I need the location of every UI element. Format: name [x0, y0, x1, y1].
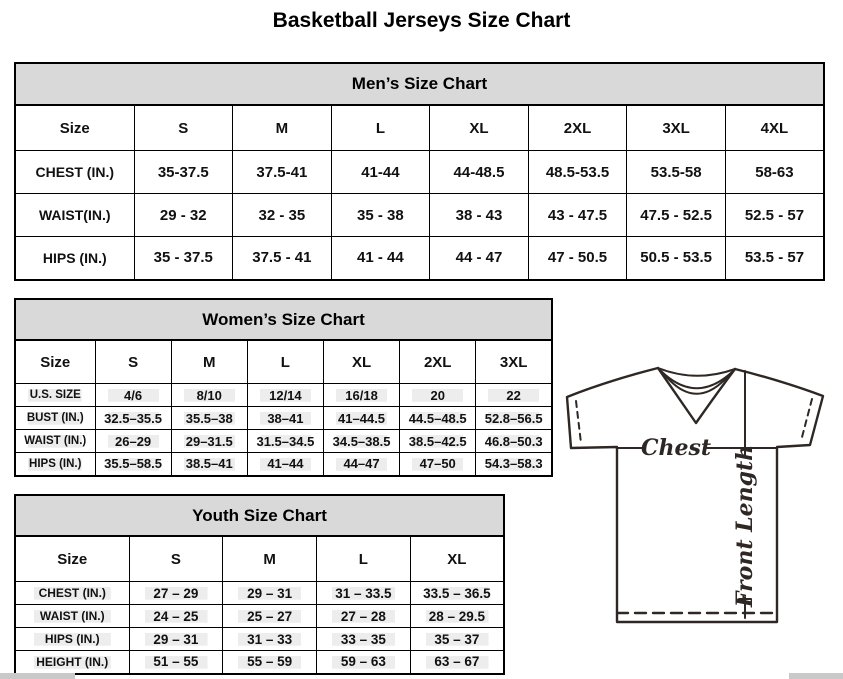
value-cell: 35.5–58.5 — [95, 453, 171, 476]
jersey-collar-opening — [658, 368, 735, 376]
mens-size-chart-table — [14, 62, 825, 281]
row-label: CHEST (IN.) — [15, 151, 134, 194]
column-header-m: M — [171, 340, 247, 384]
column-header-xl: XL — [410, 536, 504, 582]
jersey-outline — [567, 368, 823, 622]
value-cell: 12/14 — [247, 384, 323, 407]
value-cell: 35-37.5 — [134, 151, 233, 194]
row-label: HEIGHT (IN.) — [15, 651, 129, 674]
value-cell: 52.8–56.5 — [476, 407, 552, 430]
mens-chart-title: Men’s Size Chart — [15, 63, 824, 105]
value-cell: 25 – 27 — [223, 605, 317, 628]
column-header-l: L — [247, 340, 323, 384]
row-label: BUST (IN.) — [15, 407, 95, 430]
table-row-womens-bust — [15, 407, 552, 430]
value-cell: 52.5 - 57 — [725, 194, 824, 237]
table-row-youth-waist — [15, 605, 504, 628]
table-row-youth-height — [15, 651, 504, 674]
value-cell: 28 – 29.5 — [410, 605, 504, 628]
youth-chart-title-row — [15, 495, 504, 536]
column-header-s: S — [129, 536, 223, 582]
value-cell: 41–44.5 — [323, 407, 399, 430]
value-cell: 63 – 67 — [410, 651, 504, 674]
value-cell: 31 – 33 — [223, 628, 317, 651]
column-header-size: Size — [15, 340, 95, 384]
value-cell: 32.5–35.5 — [95, 407, 171, 430]
value-cell: 55 – 59 — [223, 651, 317, 674]
value-cell: 31 – 33.5 — [317, 582, 411, 605]
value-cell: 27 – 29 — [129, 582, 223, 605]
row-label: HIPS (IN.) — [15, 237, 134, 280]
table-row-womens-hips — [15, 453, 552, 476]
row-label: WAIST (IN.) — [15, 430, 95, 453]
column-header-l: L — [317, 536, 411, 582]
value-cell: 38.5–41 — [171, 453, 247, 476]
column-header-s: S — [95, 340, 171, 384]
value-cell: 58-63 — [725, 151, 824, 194]
value-cell: 26–29 — [95, 430, 171, 453]
row-label: HIPS (IN.) — [15, 628, 129, 651]
womens-chart-title-row — [15, 299, 552, 340]
column-header-size: Size — [15, 105, 134, 151]
scrollbar-thumb-left[interactable] — [0, 673, 75, 679]
chest-label: Chest — [640, 435, 712, 461]
value-cell: 29 – 31 — [129, 628, 223, 651]
womens-size-chart-table — [14, 298, 553, 477]
table-row-youth-hips — [15, 628, 504, 651]
value-cell: 47–50 — [400, 453, 476, 476]
column-header-s: S — [134, 105, 233, 151]
row-label: WAIST (IN.) — [15, 605, 129, 628]
youth-chart-title: Youth Size Chart — [15, 495, 504, 536]
value-cell: 32 - 35 — [233, 194, 332, 237]
youth-column-header-row — [15, 536, 504, 582]
table-row-womens-waist — [15, 430, 552, 453]
value-cell: 51 – 55 — [129, 651, 223, 674]
right-cuff-stitch-line — [801, 399, 812, 441]
row-label: U.S. SIZE — [15, 384, 95, 407]
value-cell: 50.5 - 53.5 — [627, 237, 726, 280]
table-row-mens-waist — [15, 194, 824, 237]
value-cell: 46.8–50.3 — [476, 430, 552, 453]
value-cell: 48.5-53.5 — [528, 151, 627, 194]
column-header-xl: XL — [323, 340, 399, 384]
value-cell: 38–41 — [247, 407, 323, 430]
column-header-m: M — [223, 536, 317, 582]
column-header-4xl: 4XL — [725, 105, 824, 151]
value-cell: 44-48.5 — [430, 151, 529, 194]
value-cell: 8/10 — [171, 384, 247, 407]
table-row-youth-chest — [15, 582, 504, 605]
scrollbar-thumb-right[interactable] — [789, 673, 843, 679]
column-header-m: M — [233, 105, 332, 151]
value-cell: 33 – 35 — [317, 628, 411, 651]
value-cell: 41 - 44 — [331, 237, 430, 280]
value-cell: 29–31.5 — [171, 430, 247, 453]
table-row-mens-hips — [15, 237, 824, 280]
table-row-womens-us-size — [15, 384, 552, 407]
value-cell: 47.5 - 52.5 — [627, 194, 726, 237]
value-cell: 35 - 37.5 — [134, 237, 233, 280]
left-cuff-stitch-line — [576, 401, 581, 443]
value-cell: 59 – 63 — [317, 651, 411, 674]
value-cell: 29 – 31 — [223, 582, 317, 605]
value-cell: 53.5-58 — [627, 151, 726, 194]
value-cell: 4/6 — [95, 384, 171, 407]
page-title: Basketball Jerseys Size Chart — [272, 9, 571, 32]
column-header-2xl: 2XL — [400, 340, 476, 384]
value-cell: 38 - 43 — [430, 194, 529, 237]
value-cell: 22 — [476, 384, 552, 407]
womens-chart-title: Women’s Size Chart — [15, 299, 552, 340]
front-length-label: Front Length — [732, 444, 758, 608]
value-cell: 35 - 38 — [331, 194, 430, 237]
value-cell: 34.5–38.5 — [323, 430, 399, 453]
jersey-measurement-diagram — [555, 355, 843, 677]
value-cell: 37.5 - 41 — [233, 237, 332, 280]
value-cell: 54.3–58.3 — [476, 453, 552, 476]
mens-column-header-row — [15, 105, 824, 151]
column-header-2xl: 2XL — [528, 105, 627, 151]
column-header-size: Size — [15, 536, 129, 582]
value-cell: 43 - 47.5 — [528, 194, 627, 237]
row-label: WAIST(IN.) — [15, 194, 134, 237]
row-label: HIPS (IN.) — [15, 453, 95, 476]
column-header-l: L — [331, 105, 430, 151]
value-cell: 41–44 — [247, 453, 323, 476]
value-cell: 35 – 37 — [410, 628, 504, 651]
column-header-xl: XL — [430, 105, 529, 151]
value-cell: 24 – 25 — [129, 605, 223, 628]
mens-chart-title-row — [15, 63, 824, 105]
value-cell: 41-44 — [331, 151, 430, 194]
column-header-3xl: 3XL — [476, 340, 552, 384]
value-cell: 44–47 — [323, 453, 399, 476]
column-header-3xl: 3XL — [627, 105, 726, 151]
value-cell: 27 – 28 — [317, 605, 411, 628]
value-cell: 53.5 - 57 — [725, 237, 824, 280]
row-label: CHEST (IN.) — [15, 582, 129, 605]
youth-size-chart-table — [14, 494, 505, 675]
value-cell: 33.5 – 36.5 — [410, 582, 504, 605]
value-cell: 29 - 32 — [134, 194, 233, 237]
womens-column-header-row — [15, 340, 552, 384]
value-cell: 38.5–42.5 — [400, 430, 476, 453]
value-cell: 35.5–38 — [171, 407, 247, 430]
value-cell: 31.5–34.5 — [247, 430, 323, 453]
value-cell: 44.5–48.5 — [400, 407, 476, 430]
value-cell: 47 - 50.5 — [528, 237, 627, 280]
table-row-mens-chest — [15, 151, 824, 194]
value-cell: 20 — [400, 384, 476, 407]
value-cell: 44 - 47 — [430, 237, 529, 280]
value-cell: 37.5-41 — [233, 151, 332, 194]
value-cell: 16/18 — [323, 384, 399, 407]
